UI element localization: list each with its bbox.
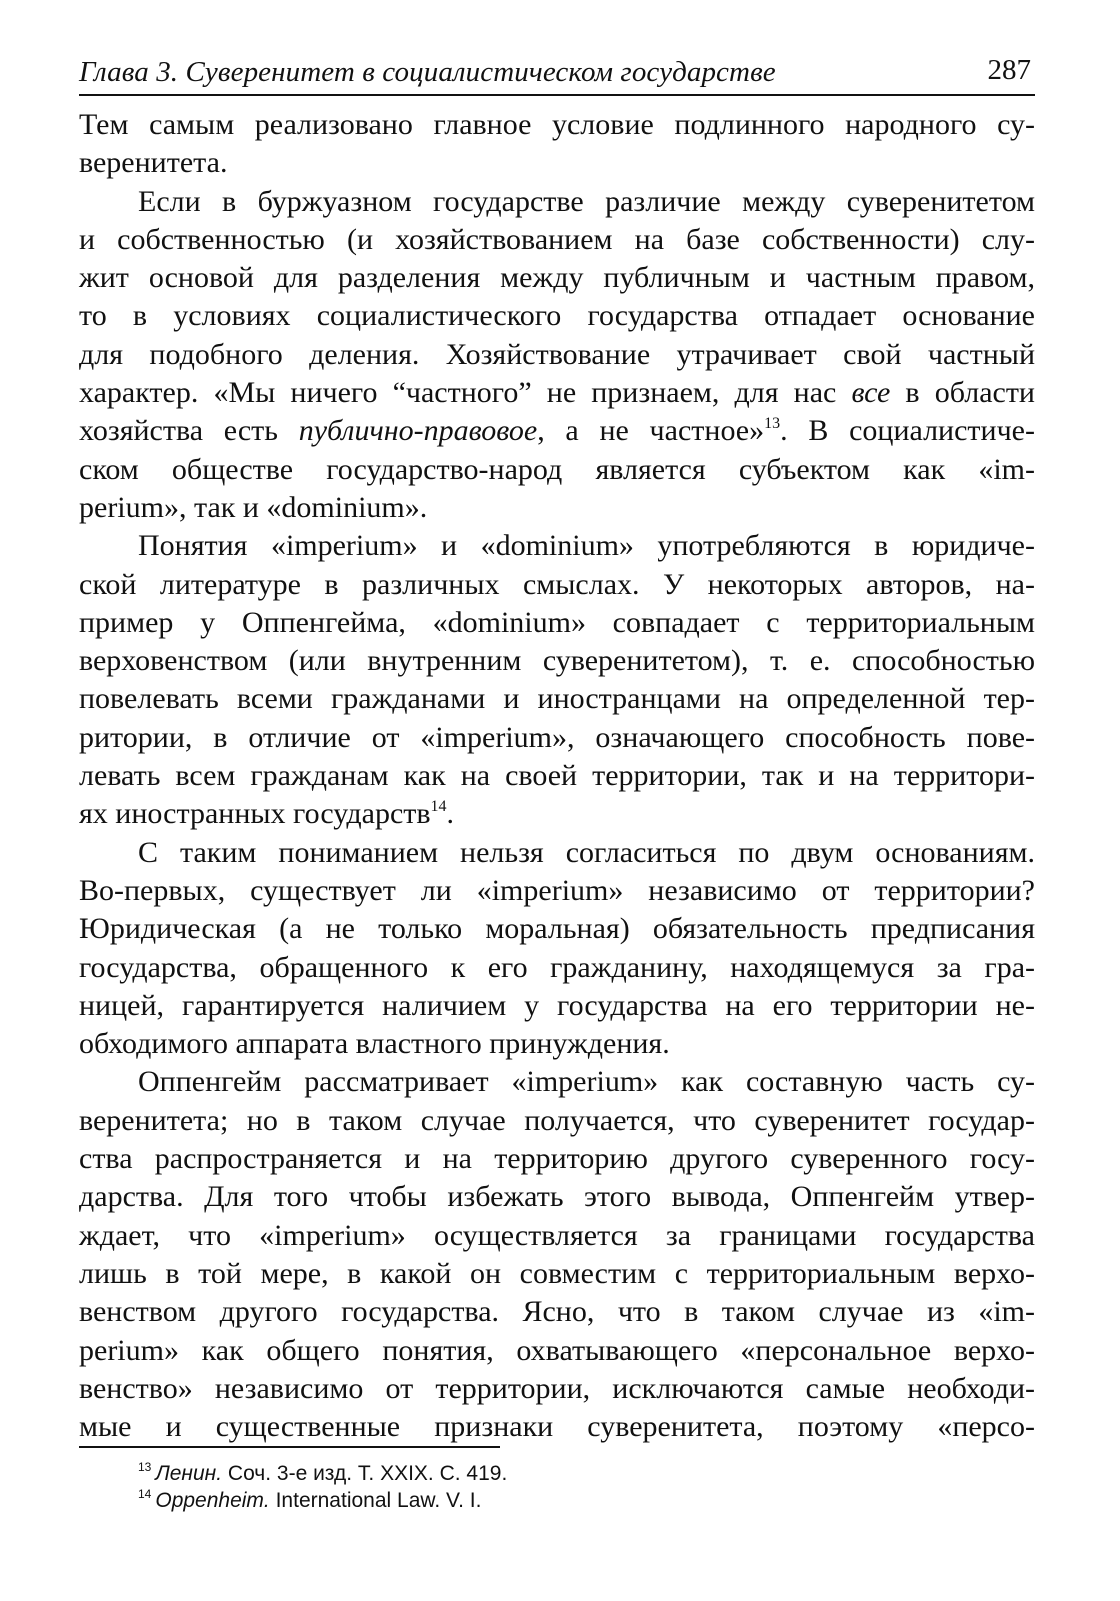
text-segment: лишь в той мере, в какой он совместим с территориальным верхо-	[79, 1256, 1035, 1290]
text-line	[79, 1332, 1035, 1370]
text-segment: венством другого государства. Ясно, что в таком случае из «im-	[79, 1295, 1035, 1329]
text-segment: и собственностью (и хозяйствованием на базе собственности) слу-	[79, 222, 1035, 256]
footnote-rule	[79, 1446, 500, 1448]
text-segment: мые и существенные признаки суверенитета, поэтому «персо-	[79, 1410, 1035, 1444]
text-line	[79, 834, 1035, 872]
text-segment: верховенством (или внутренним суверенитетом), т. е. способностью	[79, 644, 1035, 678]
footnote-reference: 14	[430, 798, 447, 816]
text-line	[79, 719, 1035, 757]
text-segment: .	[446, 797, 455, 831]
body-text	[79, 106, 1035, 1446]
text-segment: веренитета; но в таком случае получается, что суверенитет государ-	[79, 1103, 1035, 1137]
text-segment: ском обществе государство-народ является субъектом как «im-	[79, 452, 1035, 486]
text-line	[79, 1293, 1035, 1331]
text-segment: perium», так и «dominium».	[79, 490, 428, 524]
text-line	[79, 374, 1035, 412]
text-segment: венство» независимо от территории, исключаются самые необходи-	[79, 1371, 1035, 1405]
text-line	[79, 1408, 1035, 1446]
text-segment: ях иностранных государств	[79, 797, 431, 831]
text-segment: ства распространяется и на территорию другого суверенного госу-	[79, 1142, 1035, 1176]
text-line	[79, 795, 1035, 833]
text-segment: ской литературе в различных смыслах. У некоторых авторов, на-	[79, 567, 1035, 601]
text-segment: хозяйства есть	[79, 414, 299, 448]
paragraph	[79, 106, 1035, 183]
text-line	[79, 451, 1035, 489]
text-line	[79, 144, 1035, 182]
emphasis: все	[851, 376, 891, 410]
footnote-author: Ленин.	[155, 1462, 223, 1485]
text-segment: perium» как общего понятия, охватывающего «персональное верхо-	[79, 1333, 1035, 1367]
text-segment: государства, обращенного к его гражданину, находящемуся за гра-	[79, 950, 1035, 984]
page-number: 287	[987, 54, 1031, 86]
text-line	[79, 566, 1035, 604]
footnote-text: International Law. V. I.	[269, 1489, 482, 1512]
text-segment: ждает, что «imperium» осуществляется за границами государства	[79, 1218, 1035, 1252]
text-line	[79, 183, 1035, 221]
footnote	[138, 1460, 507, 1487]
text-segment: то в условиях социалистического государства отпадает основание	[79, 299, 1035, 333]
paragraph	[79, 1063, 1035, 1446]
text-line	[79, 872, 1035, 910]
text-segment: дарства. Для того чтобы избежать этого вывода, Оппенгейм утвер-	[79, 1180, 1035, 1214]
footnote-number: 14	[138, 1487, 152, 1501]
page	[79, 50, 1035, 1446]
paragraph	[79, 834, 1035, 1064]
text-segment: Оппенгейм рассматривает «imperium» как составную часть су-	[138, 1065, 1035, 1099]
paragraph	[79, 527, 1035, 833]
text-segment: жит основой для разделения между публичным и частным правом,	[79, 261, 1035, 295]
text-line	[79, 527, 1035, 565]
text-segment: характер. «Мы ничего “частного” не признаем, для нас	[79, 376, 852, 410]
footnote-number: 13	[138, 1460, 152, 1474]
text-segment: для подобного деления. Хозяйствование утрачивает свой частный	[79, 337, 1035, 371]
text-line	[79, 642, 1035, 680]
text-line	[79, 297, 1035, 335]
footnotes	[138, 1460, 507, 1514]
text-line	[79, 1370, 1035, 1408]
text-segment: в области	[890, 376, 1035, 410]
running-head	[79, 50, 1035, 96]
text-line	[79, 412, 1035, 450]
text-line	[79, 949, 1035, 987]
text-segment: ритории, в отличие от «imperium», означающего способность пове-	[79, 720, 1035, 754]
paragraph	[79, 183, 1035, 528]
text-line	[79, 259, 1035, 297]
text-segment: Если в буржуазном государстве различие между суверенитетом	[138, 184, 1035, 218]
text-segment: веренитета.	[79, 146, 228, 180]
text-line	[79, 757, 1035, 795]
text-line	[79, 604, 1035, 642]
text-line	[79, 336, 1035, 374]
text-segment: левать всем гражданам как на своей территории, так и на территори-	[79, 759, 1035, 793]
text-segment: , а не частное»	[537, 414, 765, 448]
text-line	[79, 221, 1035, 259]
footnote	[138, 1487, 507, 1514]
text-segment: Тем самым реализовано главное условие подлинного народного су-	[79, 108, 1035, 141]
footnote-author: Oppenheim.	[155, 1489, 270, 1512]
chapter-title: Глава 3. Суверенитет в социалистическом государстве	[79, 56, 776, 88]
text-line	[79, 1140, 1035, 1178]
footnote-text: Соч. 3-е изд. Т. XXIX. С. 419.	[222, 1462, 508, 1485]
text-segment: С таким пониманием нельзя согласиться по двум основаниям.	[138, 835, 1035, 869]
footnote-reference: 13	[764, 415, 781, 433]
text-line	[79, 1063, 1035, 1101]
text-line	[79, 1217, 1035, 1255]
text-segment: повелевать всеми гражданами и иностранцами на определенной тер-	[79, 682, 1035, 716]
text-line	[79, 1178, 1035, 1216]
text-segment: пример у Оппенгейма, «dominium» совпадает с территориальным	[79, 605, 1035, 639]
text-line	[79, 680, 1035, 718]
text-segment: Юридическая (а не только моральная) обязательность предписания	[79, 912, 1035, 946]
emphasis: публично-правовое	[298, 414, 538, 448]
text-line	[79, 106, 1035, 144]
text-line	[79, 987, 1035, 1025]
text-line	[79, 1102, 1035, 1140]
text-line	[79, 1025, 1035, 1063]
text-line	[79, 489, 1035, 527]
text-segment: ницей, гарантируется наличием у государства на его территории не-	[79, 988, 1035, 1022]
text-segment: обходимого аппарата властного принуждения.	[79, 1027, 670, 1061]
text-segment: Понятия «imperium» и «dominium» употребляются в юридиче-	[138, 529, 1035, 563]
text-line	[79, 1255, 1035, 1293]
text-line	[79, 910, 1035, 948]
text-segment: Во-первых, существует ли «imperium» независимо от территории?	[79, 873, 1035, 907]
text-segment: . В социалистиче-	[780, 414, 1035, 448]
